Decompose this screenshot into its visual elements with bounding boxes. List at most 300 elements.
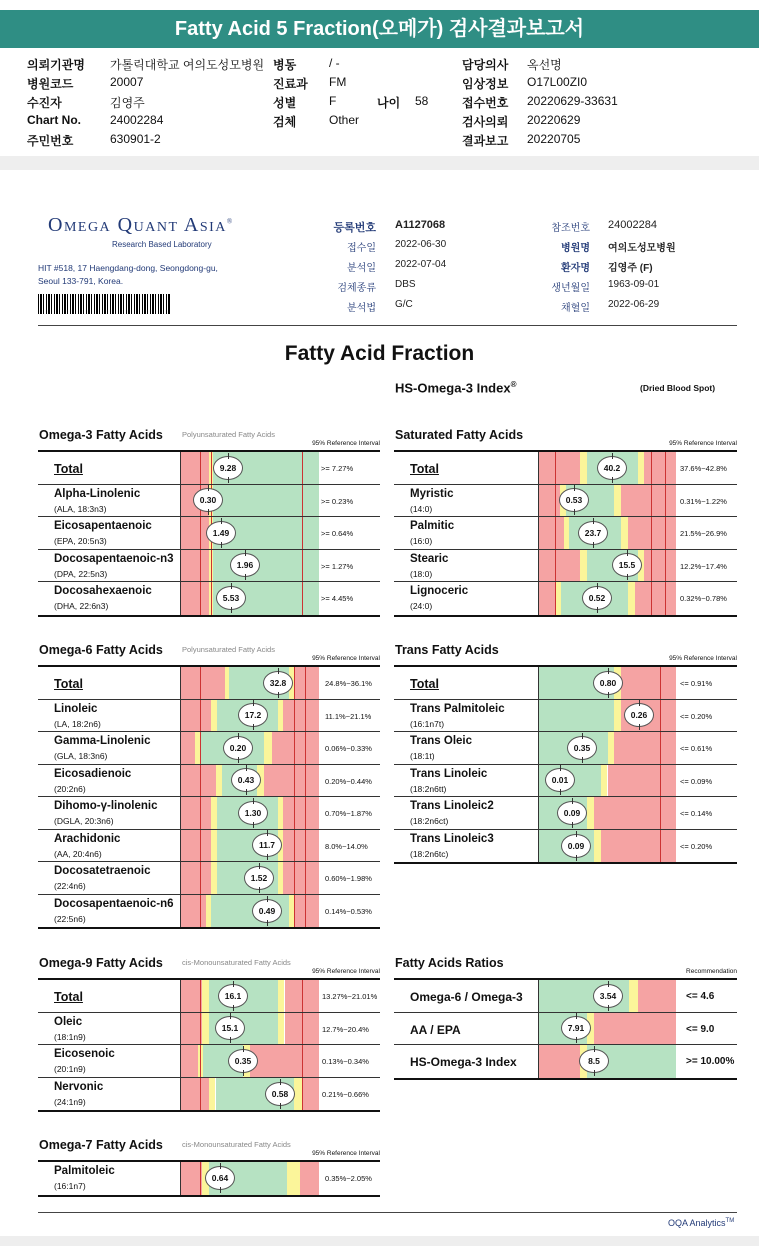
table-row [394, 667, 737, 700]
table-row [394, 797, 737, 830]
table-row [394, 830, 737, 863]
reference-value: 0.21%~0.66% [322, 1089, 369, 1099]
range-segment [539, 517, 564, 549]
range-limit-line [302, 980, 303, 1012]
range-limit-line [200, 550, 201, 582]
row-code: (22:4n6) [54, 881, 86, 891]
range-segment [181, 732, 195, 764]
range-limit-line [555, 452, 556, 484]
range-limit-line [651, 550, 652, 582]
ratio-table [394, 978, 737, 1080]
table-row [394, 765, 737, 798]
row-name: Eicosadienoic [54, 767, 132, 780]
range-segment [181, 582, 209, 615]
range-segment [580, 550, 587, 582]
range-limit-line [305, 830, 306, 862]
value-marker: 0.26 [624, 703, 654, 727]
ratio-ref-title: Recommendation [686, 968, 737, 975]
range-limit-line [305, 862, 306, 894]
row-code: (18:2n6ct) [410, 816, 449, 826]
range-limit-line [211, 582, 212, 615]
range-limit-line [555, 550, 556, 582]
range-bar [180, 452, 318, 484]
ratio-title: Fatty Acids Ratios [395, 956, 504, 970]
range-limit-line [665, 550, 666, 582]
reference-value: 37.6%~42.8% [680, 464, 727, 473]
row-code: (DPA, 22:5n3) [54, 568, 108, 579]
row-name: Linoleic [54, 702, 98, 715]
range-segment [287, 1162, 299, 1195]
value-marker: 0.43 [231, 768, 261, 792]
range-segment [181, 980, 202, 1012]
range-segment [181, 862, 211, 894]
report-title: Fatty Acid 5 Fraction(오메가) 검사결과보고서 [0, 10, 759, 48]
header-values-col2: / - FM F Other [329, 56, 360, 127]
row-code: (DGLA, 20:3n6) [54, 816, 114, 826]
range-segment [202, 1013, 209, 1045]
value-marker: 0.09 [557, 801, 587, 825]
range-limit-line [665, 452, 666, 484]
reference-value: 0.32%~0.78% [680, 594, 727, 603]
row-name: Trans Palmitoleic [410, 702, 505, 715]
range-bar [180, 550, 318, 582]
range-bar [538, 485, 675, 517]
table-row [394, 582, 737, 615]
table-row [38, 830, 380, 863]
range-segment [250, 1045, 319, 1077]
value-marker: 7.91 [561, 1016, 591, 1040]
reference-value: 0.14%~0.53% [325, 906, 372, 916]
range-segment [594, 797, 676, 829]
row-code: (16:1n7) [54, 1181, 86, 1191]
o9-table [38, 978, 380, 1112]
range-segment [614, 485, 621, 517]
value-marker: 0.35 [567, 736, 597, 760]
row-name: Alpha-Linolenic [54, 487, 141, 500]
row-name: Total [410, 677, 439, 691]
range-limit-line [294, 797, 295, 829]
range-limit-line [651, 452, 652, 484]
range-limit-line [305, 700, 306, 732]
range-bar [538, 517, 675, 549]
table-row [394, 485, 737, 518]
reference-value: >= 1.27% [321, 561, 354, 571]
range-limit-line [305, 895, 306, 928]
value-marker: 0.80 [593, 671, 623, 695]
range-segment [614, 700, 621, 732]
value-marker: 0.52 [582, 586, 612, 610]
range-segment [181, 667, 225, 699]
range-segment [264, 732, 272, 764]
row-name: Total [54, 990, 83, 1004]
range-bar [538, 797, 675, 829]
range-limit-line [660, 700, 661, 732]
range-limit-line [200, 700, 201, 732]
range-bar [180, 732, 318, 764]
table-row [38, 582, 380, 615]
value-marker: 0.01 [545, 768, 575, 792]
range-bar [538, 452, 675, 484]
row-code: (18:0) [410, 568, 433, 579]
range-bar [538, 765, 675, 797]
row-code: (GLA, 18:3n6) [54, 751, 108, 761]
row-name: Total [410, 462, 439, 476]
o3-title: Omega-3 Fatty Acids [39, 428, 163, 442]
range-limit-line [294, 830, 295, 862]
range-limit-line [302, 550, 303, 582]
range-limit-line [305, 765, 306, 797]
range-segment [294, 895, 319, 928]
table-row [394, 517, 737, 550]
row-code: (EPA, 20:5n3) [54, 536, 107, 546]
range-limit-line [294, 700, 295, 732]
o3-subtitle: Polyunsaturated Fatty Acids [182, 430, 275, 439]
row-name: Docosapentaenoic-n6 [54, 897, 174, 910]
range-limit-line [200, 1013, 201, 1045]
row-name: Gamma-Linolenic [54, 735, 151, 747]
row-code: (18:2n6tt) [410, 783, 447, 794]
range-bar [538, 550, 675, 582]
age-value: 58 [415, 94, 429, 108]
value-marker: 0.35 [228, 1049, 258, 1073]
o9-title: Omega-9 Fatty Acids [39, 956, 163, 970]
row-name: Trans Linoleic [410, 767, 488, 780]
page-separator [0, 156, 759, 170]
range-limit-line [302, 1045, 303, 1077]
range-segment [181, 1162, 202, 1195]
row-name: Eicosenoic [54, 1048, 115, 1060]
row-code: (24:0) [410, 601, 433, 611]
table-row [38, 1013, 380, 1046]
header-labels-col2: 병동 진료과 성별 검체 [273, 58, 308, 129]
range-limit-line [200, 830, 201, 862]
range-segment [278, 980, 285, 1012]
value-marker: 0.49 [252, 899, 282, 923]
range-bar [538, 980, 675, 1012]
reference-value: >= 0.64% [321, 529, 354, 538]
row-name: Eicosapentaenoic [54, 520, 152, 532]
range-segment [638, 452, 645, 484]
range-bar [180, 667, 318, 699]
range-segment [181, 830, 211, 862]
table-row [38, 700, 380, 733]
range-segment [539, 582, 555, 615]
range-bar [180, 1045, 318, 1077]
range-limit-line [294, 667, 295, 699]
table-row [38, 1078, 380, 1111]
value-marker: 9.28 [213, 456, 243, 480]
table-row [38, 1162, 380, 1195]
row-code: (AA, 20:4n6) [54, 848, 102, 859]
range-bar [180, 1162, 318, 1195]
row-code: (LA, 18:2n6) [54, 718, 101, 729]
value-marker: 15.1 [215, 1016, 245, 1040]
range-limit-line [660, 732, 661, 764]
table-row [394, 1013, 737, 1046]
value-marker: 11.7 [252, 833, 282, 857]
range-limit-line [200, 732, 201, 764]
row-name: Myristic [410, 487, 454, 500]
range-limit-line [660, 830, 661, 863]
reference-value: 0.60%~1.98% [325, 874, 372, 883]
range-segment [202, 980, 209, 1012]
age-label: 나이 [377, 96, 401, 110]
range-segment [608, 732, 615, 764]
table-row [38, 485, 380, 518]
range-segment [181, 517, 209, 549]
reference-value: 13.27%~21.01% [322, 992, 378, 1001]
range-limit-line [651, 582, 652, 615]
range-segment [539, 1045, 580, 1078]
range-bar [180, 1013, 318, 1045]
range-segment [300, 1162, 319, 1195]
range-limit-line [555, 517, 556, 549]
range-segment [539, 700, 614, 732]
range-segment [614, 732, 676, 764]
row-code: (18:1t) [410, 751, 435, 761]
reference-value: 0.20%~0.44% [325, 776, 372, 786]
range-bar [180, 895, 318, 928]
row-code: (24:1n9) [54, 1096, 86, 1107]
range-segment [294, 1078, 302, 1111]
bottom-gap [0, 1236, 759, 1246]
range-limit-line [200, 895, 201, 928]
value-marker: 8.5 [579, 1049, 609, 1073]
range-limit-line [660, 667, 661, 699]
value-marker: 40.2 [597, 456, 627, 480]
range-bar [538, 700, 675, 732]
range-segment [283, 797, 319, 829]
range-limit-line [660, 765, 661, 797]
reference-value: >= 10.00% [686, 1056, 735, 1067]
table-row [394, 700, 737, 733]
row-name: Trans Linoleic2 [410, 800, 494, 812]
value-marker: 1.30 [238, 801, 268, 825]
range-segment [264, 765, 319, 797]
range-segment [294, 667, 319, 699]
lab-tagline: Research Based Laboratory [112, 240, 212, 249]
footer-line [38, 1212, 737, 1213]
row-code: (16:0) [410, 536, 433, 546]
range-limit-line [302, 1013, 303, 1045]
range-segment [181, 797, 211, 829]
range-limit-line [200, 1078, 201, 1111]
range-segment [283, 830, 319, 862]
range-limit-line [665, 485, 666, 517]
range-segment [601, 765, 608, 797]
range-segment [601, 830, 676, 863]
range-bar [180, 980, 318, 1012]
range-segment [644, 452, 676, 484]
reference-value: 11.1%~21.1% [325, 711, 372, 721]
row-name: Stearic [410, 552, 449, 565]
table-row [38, 1045, 380, 1078]
header-values-col3: 옥선명 O17L00ZI0 20220629-33631 20220629 20220705 [527, 58, 618, 146]
row-code: (ALA, 18:3n3) [54, 503, 107, 514]
range-segment [587, 797, 594, 829]
range-segment [272, 732, 319, 764]
range-limit-line [200, 862, 201, 894]
range-segment [539, 550, 580, 582]
header-labels-col1: 의뢰기관명 병원코드 수진자 Chart No. 주민번호 [27, 58, 85, 148]
range-limit-line [294, 895, 295, 928]
range-limit-line [302, 1078, 303, 1111]
range-limit-line [200, 765, 201, 797]
range-limit-line [200, 582, 201, 615]
range-bar [180, 862, 318, 894]
value-marker: 1.49 [206, 521, 236, 545]
table-row [38, 452, 380, 485]
range-segment [608, 765, 677, 797]
range-segment [594, 1013, 676, 1045]
range-segment [580, 452, 587, 484]
range-limit-line [660, 797, 661, 829]
range-segment [621, 485, 676, 517]
range-segment [621, 517, 628, 549]
table-row [38, 862, 380, 895]
range-segment [181, 1013, 202, 1045]
range-bar [180, 797, 318, 829]
row-name: Oleic [54, 1015, 83, 1028]
range-segment [209, 1078, 216, 1111]
range-limit-line [200, 667, 201, 699]
reference-value: 12.7%~20.4% [322, 1024, 369, 1034]
range-bar [180, 700, 318, 732]
range-bar [538, 830, 675, 863]
value-marker: 0.30 [193, 488, 223, 512]
info-left: 등록번호 A1127068 접수일 2022-06-30 분석일 2022-07-04 검체종류 DBS 분석법 G/C [333, 219, 447, 314]
table-row [38, 732, 380, 765]
value-marker: 1.52 [244, 866, 274, 890]
range-limit-line [200, 980, 201, 1012]
row-code: (22:5n6) [54, 913, 86, 924]
range-limit-line [211, 550, 212, 582]
row-name: Total [54, 677, 83, 691]
range-limit-line [305, 732, 306, 764]
range-bar [538, 1013, 675, 1045]
row-code: (14:0) [410, 503, 433, 514]
dried-blood-spot: (Dried Blood Spot) [640, 383, 716, 393]
value-marker: 1.96 [230, 553, 260, 577]
o7-table [38, 1160, 380, 1197]
o7-subtitle: cis-Monounsaturated Fatty Acids [182, 1140, 291, 1149]
range-bar [180, 517, 318, 549]
range-limit-line [294, 732, 295, 764]
table-row [38, 550, 380, 583]
row-name: Palmitoleic [54, 1165, 115, 1177]
reference-value: <= 0.20% [680, 711, 713, 721]
sat-ref-title: 95% Reference Interval [669, 440, 737, 447]
range-limit-line [294, 862, 295, 894]
row-code: (16:1n7t) [410, 718, 445, 729]
range-segment [181, 550, 209, 582]
table-row [394, 1045, 737, 1078]
row-name: Nervonic [54, 1080, 104, 1093]
range-segment [181, 765, 216, 797]
reference-value: <= 0.14% [680, 809, 713, 818]
range-limit-line [200, 517, 201, 549]
value-marker: 0.53 [559, 488, 589, 512]
header-labels-col3: 담당의사 임상정보 접수번호 검사의뢰 결과보고 [462, 58, 509, 148]
o6-subtitle: Polyunsaturated Fatty Acids [182, 645, 275, 654]
range-limit-line [200, 797, 201, 829]
table-row [394, 452, 737, 485]
reference-value: 8.0%~14.0% [325, 841, 368, 851]
range-limit-line [200, 1045, 201, 1077]
reference-value: 0.31%~1.22% [680, 496, 727, 506]
reference-value: >= 4.45% [321, 594, 354, 603]
range-limit-line [294, 765, 295, 797]
range-segment [181, 895, 206, 928]
table-row [394, 980, 737, 1013]
row-name: Omega-6 / Omega-3 [410, 990, 523, 1004]
divider [38, 325, 737, 326]
o6-table [38, 665, 380, 929]
reference-value: <= 4.6 [686, 991, 715, 1002]
omega-index-title: HS-Omega-3 Index® [395, 380, 517, 396]
range-segment [181, 700, 211, 732]
reference-value: <= 0.09% [680, 776, 713, 786]
row-name: Trans Linoleic3 [410, 832, 494, 845]
o7-ref-title: 95% Reference Interval [312, 1150, 380, 1157]
range-segment [216, 765, 223, 797]
range-limit-line [555, 582, 556, 615]
value-marker: 32.8 [263, 671, 293, 695]
table-row [38, 797, 380, 830]
reference-value: 0.70%~1.87% [325, 809, 372, 818]
table-row [394, 550, 737, 583]
range-segment [181, 1078, 209, 1111]
o9-subtitle: cis-Monounsaturated Fatty Acids [182, 958, 291, 967]
range-segment [638, 980, 676, 1012]
row-code: (18:1n9) [54, 1031, 86, 1042]
value-marker: 0.09 [561, 834, 591, 858]
range-segment [635, 582, 676, 615]
range-limit-line [305, 797, 306, 829]
o9-ref-title: 95% Reference Interval [312, 968, 380, 975]
range-bar [180, 830, 318, 862]
barcode [38, 294, 170, 314]
range-segment [181, 452, 209, 484]
row-name: Docosatetraenoic [54, 865, 151, 877]
range-limit-line [302, 517, 303, 549]
row-name: Docosahexaenoic [54, 585, 152, 597]
reference-value: <= 0.61% [680, 744, 713, 753]
range-segment [629, 980, 637, 1012]
row-name: Docosapentaenoic-n3 [54, 552, 174, 565]
row-name: Palmitic [410, 520, 455, 532]
value-marker: 5.53 [216, 586, 246, 610]
footer-brand: OQA Analytics™ [668, 1218, 735, 1228]
header-values-col1: 가톨릭대학교 여의도성모병원 20007 김영주 24002284 630901-2 [110, 58, 265, 146]
table-row [394, 732, 737, 765]
range-segment [621, 667, 676, 699]
range-limit-line [302, 582, 303, 615]
range-segment [594, 830, 601, 863]
range-bar [538, 667, 675, 699]
range-limit-line [555, 485, 556, 517]
value-marker: 3.54 [593, 984, 623, 1008]
range-limit-line [665, 582, 666, 615]
range-bar [538, 1045, 675, 1078]
range-limit-line [200, 1162, 201, 1195]
value-marker: 0.58 [265, 1082, 295, 1106]
range-segment [181, 1045, 198, 1077]
row-code: (18:2n6tc) [410, 848, 449, 859]
range-segment [283, 862, 319, 894]
range-bar [538, 732, 675, 764]
value-marker: 0.64 [205, 1166, 235, 1190]
